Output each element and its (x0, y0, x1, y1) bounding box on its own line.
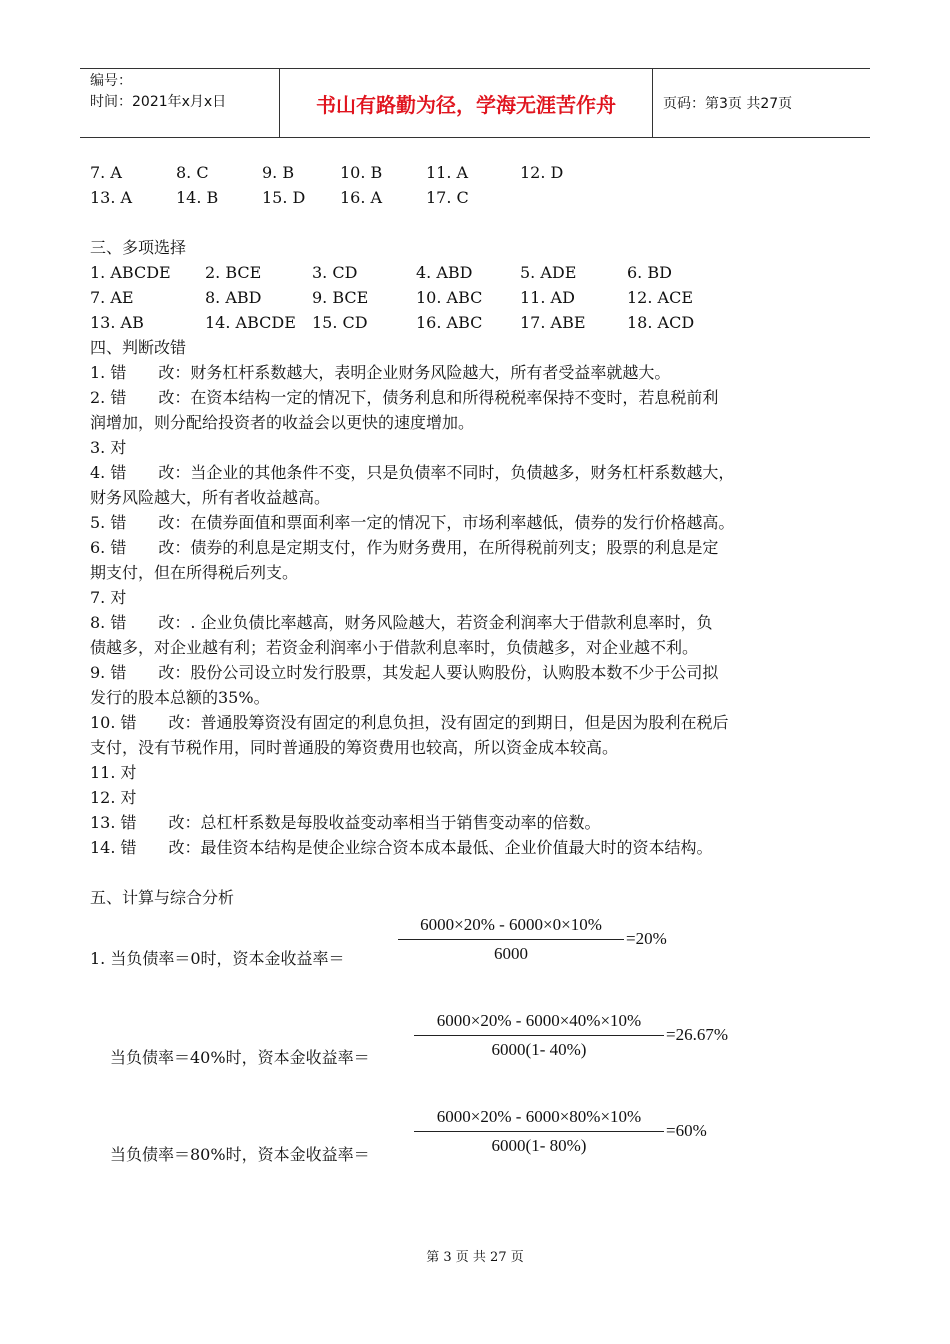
formula-2-label: 当负债率＝40%时，资本金收益率＝ (110, 1048, 370, 1067)
single-choice-answers (90, 160, 880, 210)
formula-1-label: 1. 当负债率＝0时，资本金收益率＝ (90, 949, 345, 968)
answer-item: 17. C (426, 188, 469, 207)
answer-item: 9. B (262, 163, 295, 182)
judge-line: 12. 对 (90, 788, 137, 807)
judge-line: 14. 错 改：最佳资本结构是使企业综合资本成本最低、企业价值最大时的资本结构。 (90, 838, 713, 857)
code-label: 编号： (90, 73, 132, 89)
answer-item: 2. BCE (205, 263, 262, 282)
answer-item: 1. ABCDE (90, 263, 171, 282)
answer-item: 8. ABD (205, 288, 262, 307)
time-label: 时间：2021年x月x日 (90, 94, 227, 110)
answer-item: 6. BD (627, 263, 672, 282)
header-meta (80, 69, 280, 137)
judge-line: 6. 错 改：债券的利息是定期支付，作为财务费用，在所得税前列支；股票的利息是定 (90, 538, 719, 557)
answer-item: 12. D (520, 163, 564, 182)
formula-3-label: 当负债率＝80%时，资本金收益率＝ (110, 1145, 370, 1164)
formula-1-fraction (398, 915, 624, 964)
header-page-label: 页码：第3页 共27页 (663, 96, 793, 112)
judge-line: 财务风险越大，所有者收益越高。 (90, 488, 331, 507)
answer-content (90, 160, 880, 910)
judge-line: 1. 错 改：财务杠杆系数越大，表明企业财务风险越大，所有者受益率就越大。 (90, 363, 671, 382)
answer-item: 5. ADE (520, 263, 577, 282)
calc-title: 五、计算与综合分析 (90, 888, 235, 907)
answer-item: 11. AD (520, 288, 575, 307)
judge-line: 2. 错 改：在资本结构一定的情况下，债务利息和所得税税率保持不变时，若息税前利 (90, 388, 719, 407)
answer-item: 4. ABD (416, 263, 473, 282)
judge-answers (90, 360, 880, 860)
multi-choice-row (90, 310, 880, 335)
multi-choice-answers (90, 260, 880, 335)
formula-2-result: =26.67% (666, 1025, 728, 1044)
answer-item: 9. BCE (312, 288, 369, 307)
answer-item: 14. ABCDE (205, 313, 296, 332)
judge-line: 债越多，对企业越有利；若资金利润率小于借款利息率时，负债越多，对企业越不利。 (90, 638, 699, 657)
judge-line: 5. 错 改：在债券面值和票面利率一定的情况下，市场利率越低，债券的发行价格越高。 (90, 513, 735, 532)
answer-item: 16. A (340, 188, 383, 207)
judge-line: 9. 错 改：股份公司设立时发行股票，其发起人要认购股份，认购股本数不少于公司拟 (90, 663, 719, 682)
judge-line: 13. 错 改：总杠杆系数是每股收益变动率相当于销售变动率的倍数。 (90, 813, 601, 832)
answer-item: 13. A (90, 188, 133, 207)
judge-line: 发行的股本总额的35%。 (90, 688, 270, 707)
judge-line: 10. 错 改：普通股筹资没有固定的利息负担，没有固定的到期日，但是因为股利在税后 (90, 713, 729, 732)
answer-item: 11. A (426, 163, 469, 182)
formula-1-numerator: 6000×20% - 6000×0×10% (398, 915, 624, 940)
single-choice-row (90, 160, 880, 185)
answer-item: 12. ACE (627, 288, 694, 307)
judge-line: 3. 对 (90, 438, 127, 457)
answer-item: 13. AB (90, 313, 144, 332)
answer-item: 7. AE (90, 288, 134, 307)
formula-3-fraction (414, 1107, 664, 1156)
judge-line: 11. 对 (90, 763, 137, 782)
formula-1-denominator: 6000 (494, 944, 528, 963)
judge-line: 7. 对 (90, 588, 127, 607)
judge-title: 四、判断改错 (90, 338, 187, 357)
formula-2-fraction (414, 1011, 664, 1060)
answer-item: 3. CD (312, 263, 358, 282)
answer-item: 10. B (340, 163, 383, 182)
answer-item: 15. CD (312, 313, 368, 332)
answer-item: 10. ABC (416, 288, 483, 307)
answer-item: 14. B (176, 188, 219, 207)
header-motto: 书山有路勤为径，学海无涯苦作舟 (280, 69, 653, 137)
single-choice-row (90, 185, 880, 210)
formula-3-result: =60% (666, 1121, 707, 1140)
answer-item: 15. D (262, 188, 306, 207)
page-footer: 第 3 页 共 27 页 (426, 1250, 524, 1265)
formula-3-numerator: 6000×20% - 6000×80%×10% (414, 1107, 664, 1132)
formula-2-numerator: 6000×20% - 6000×40%×10% (414, 1011, 664, 1036)
page-header (80, 68, 870, 138)
answer-item: 16. ABC (416, 313, 483, 332)
answer-item: 8. C (176, 163, 209, 182)
judge-line: 期支付，但在所得税后列支。 (90, 563, 299, 582)
judge-line: 8. 错 改：. 企业负债比率越高，财务风险越大，若资金利润率大于借款利息率时，负 (90, 613, 713, 632)
formula-2-denominator: 6000(1- 40%) (491, 1040, 587, 1059)
judge-line: 支付，没有节税作用，同时普通股的筹资费用也较高，所以资金成本较高。 (90, 738, 619, 757)
formula-3-denominator: 6000(1- 80%) (491, 1136, 587, 1155)
judge-line: 4. 错 改：当企业的其他条件不变，只是负债率不同时，负债越多，财务杠杆系数越大， (90, 463, 735, 482)
multi-choice-row (90, 285, 880, 310)
formula-1-result: =20% (626, 929, 667, 948)
multi-choice-title: 三、多项选择 (90, 238, 187, 257)
answer-item: 7. A (90, 163, 122, 182)
judge-line: 润增加，则分配给投资者的收益会以更快的速度增加。 (90, 413, 475, 432)
answer-item: 17. ABE (520, 313, 586, 332)
answer-item: 18. ACD (627, 313, 695, 332)
multi-choice-row (90, 260, 880, 285)
